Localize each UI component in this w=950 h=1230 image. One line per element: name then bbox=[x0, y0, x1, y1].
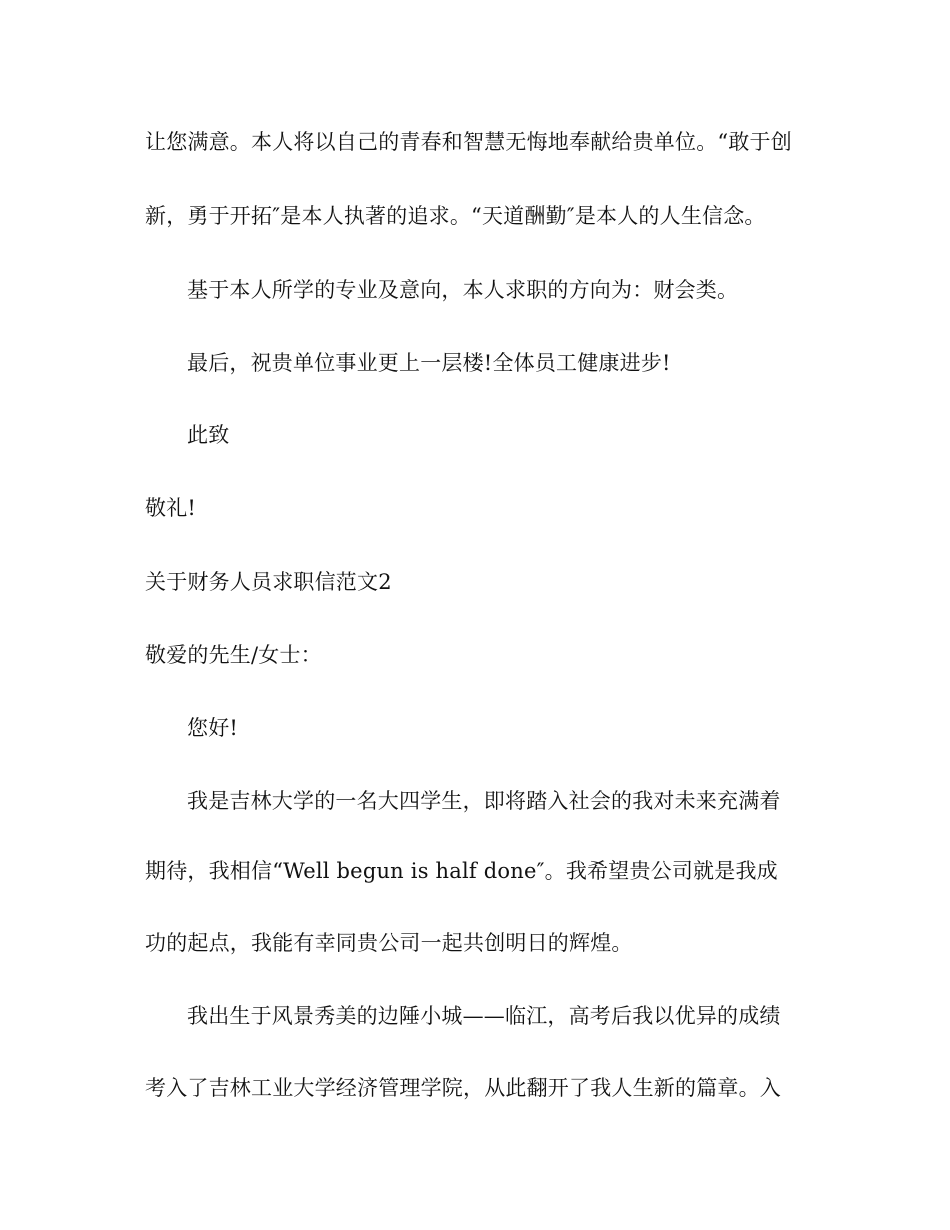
section-title: 关于财务人员求职信范文2 bbox=[145, 570, 392, 594]
paragraph-line: 功的起点，我能有幸同贵公司一起共创明日的辉煌。 bbox=[145, 931, 633, 955]
paragraph-line: 让您满意。本人将以自己的青春和智慧无悔地奉献给贵单位。“敢于创 bbox=[145, 130, 792, 154]
paragraph-line: 考入了吉林工业大学经济管理学院，从此翻开了我人生新的篇章。入 bbox=[145, 1076, 781, 1100]
paragraph-line: 新，勇于开拓″是本人执著的追求。“天道酬勤″是本人的人生信念。 bbox=[145, 204, 766, 228]
paragraph-line: 最后，祝贵单位事业更上一层楼!全体员工健康进步! bbox=[187, 351, 671, 375]
greeting-hello: 您好! bbox=[187, 716, 239, 740]
closing-phrase: 此致 bbox=[187, 423, 230, 447]
paragraph-line: 我出生于风景秀美的边陲小城——临江，高考后我以优异的成绩 bbox=[187, 1004, 781, 1028]
paragraph-line: 基于本人所学的专业及意向，本人求职的方向为：财会类。 bbox=[187, 278, 739, 302]
greeting: 敬爱的先生/女士： bbox=[145, 643, 322, 667]
closing-salutation: 敬礼! bbox=[145, 496, 197, 520]
paragraph-line: 期待，我相信“Well begun is half done″。我希望贵公司就是我成 bbox=[145, 859, 778, 883]
paragraph-line: 我是吉林大学的一名大四学生，即将踏入社会的我对未来充满着 bbox=[187, 789, 781, 813]
